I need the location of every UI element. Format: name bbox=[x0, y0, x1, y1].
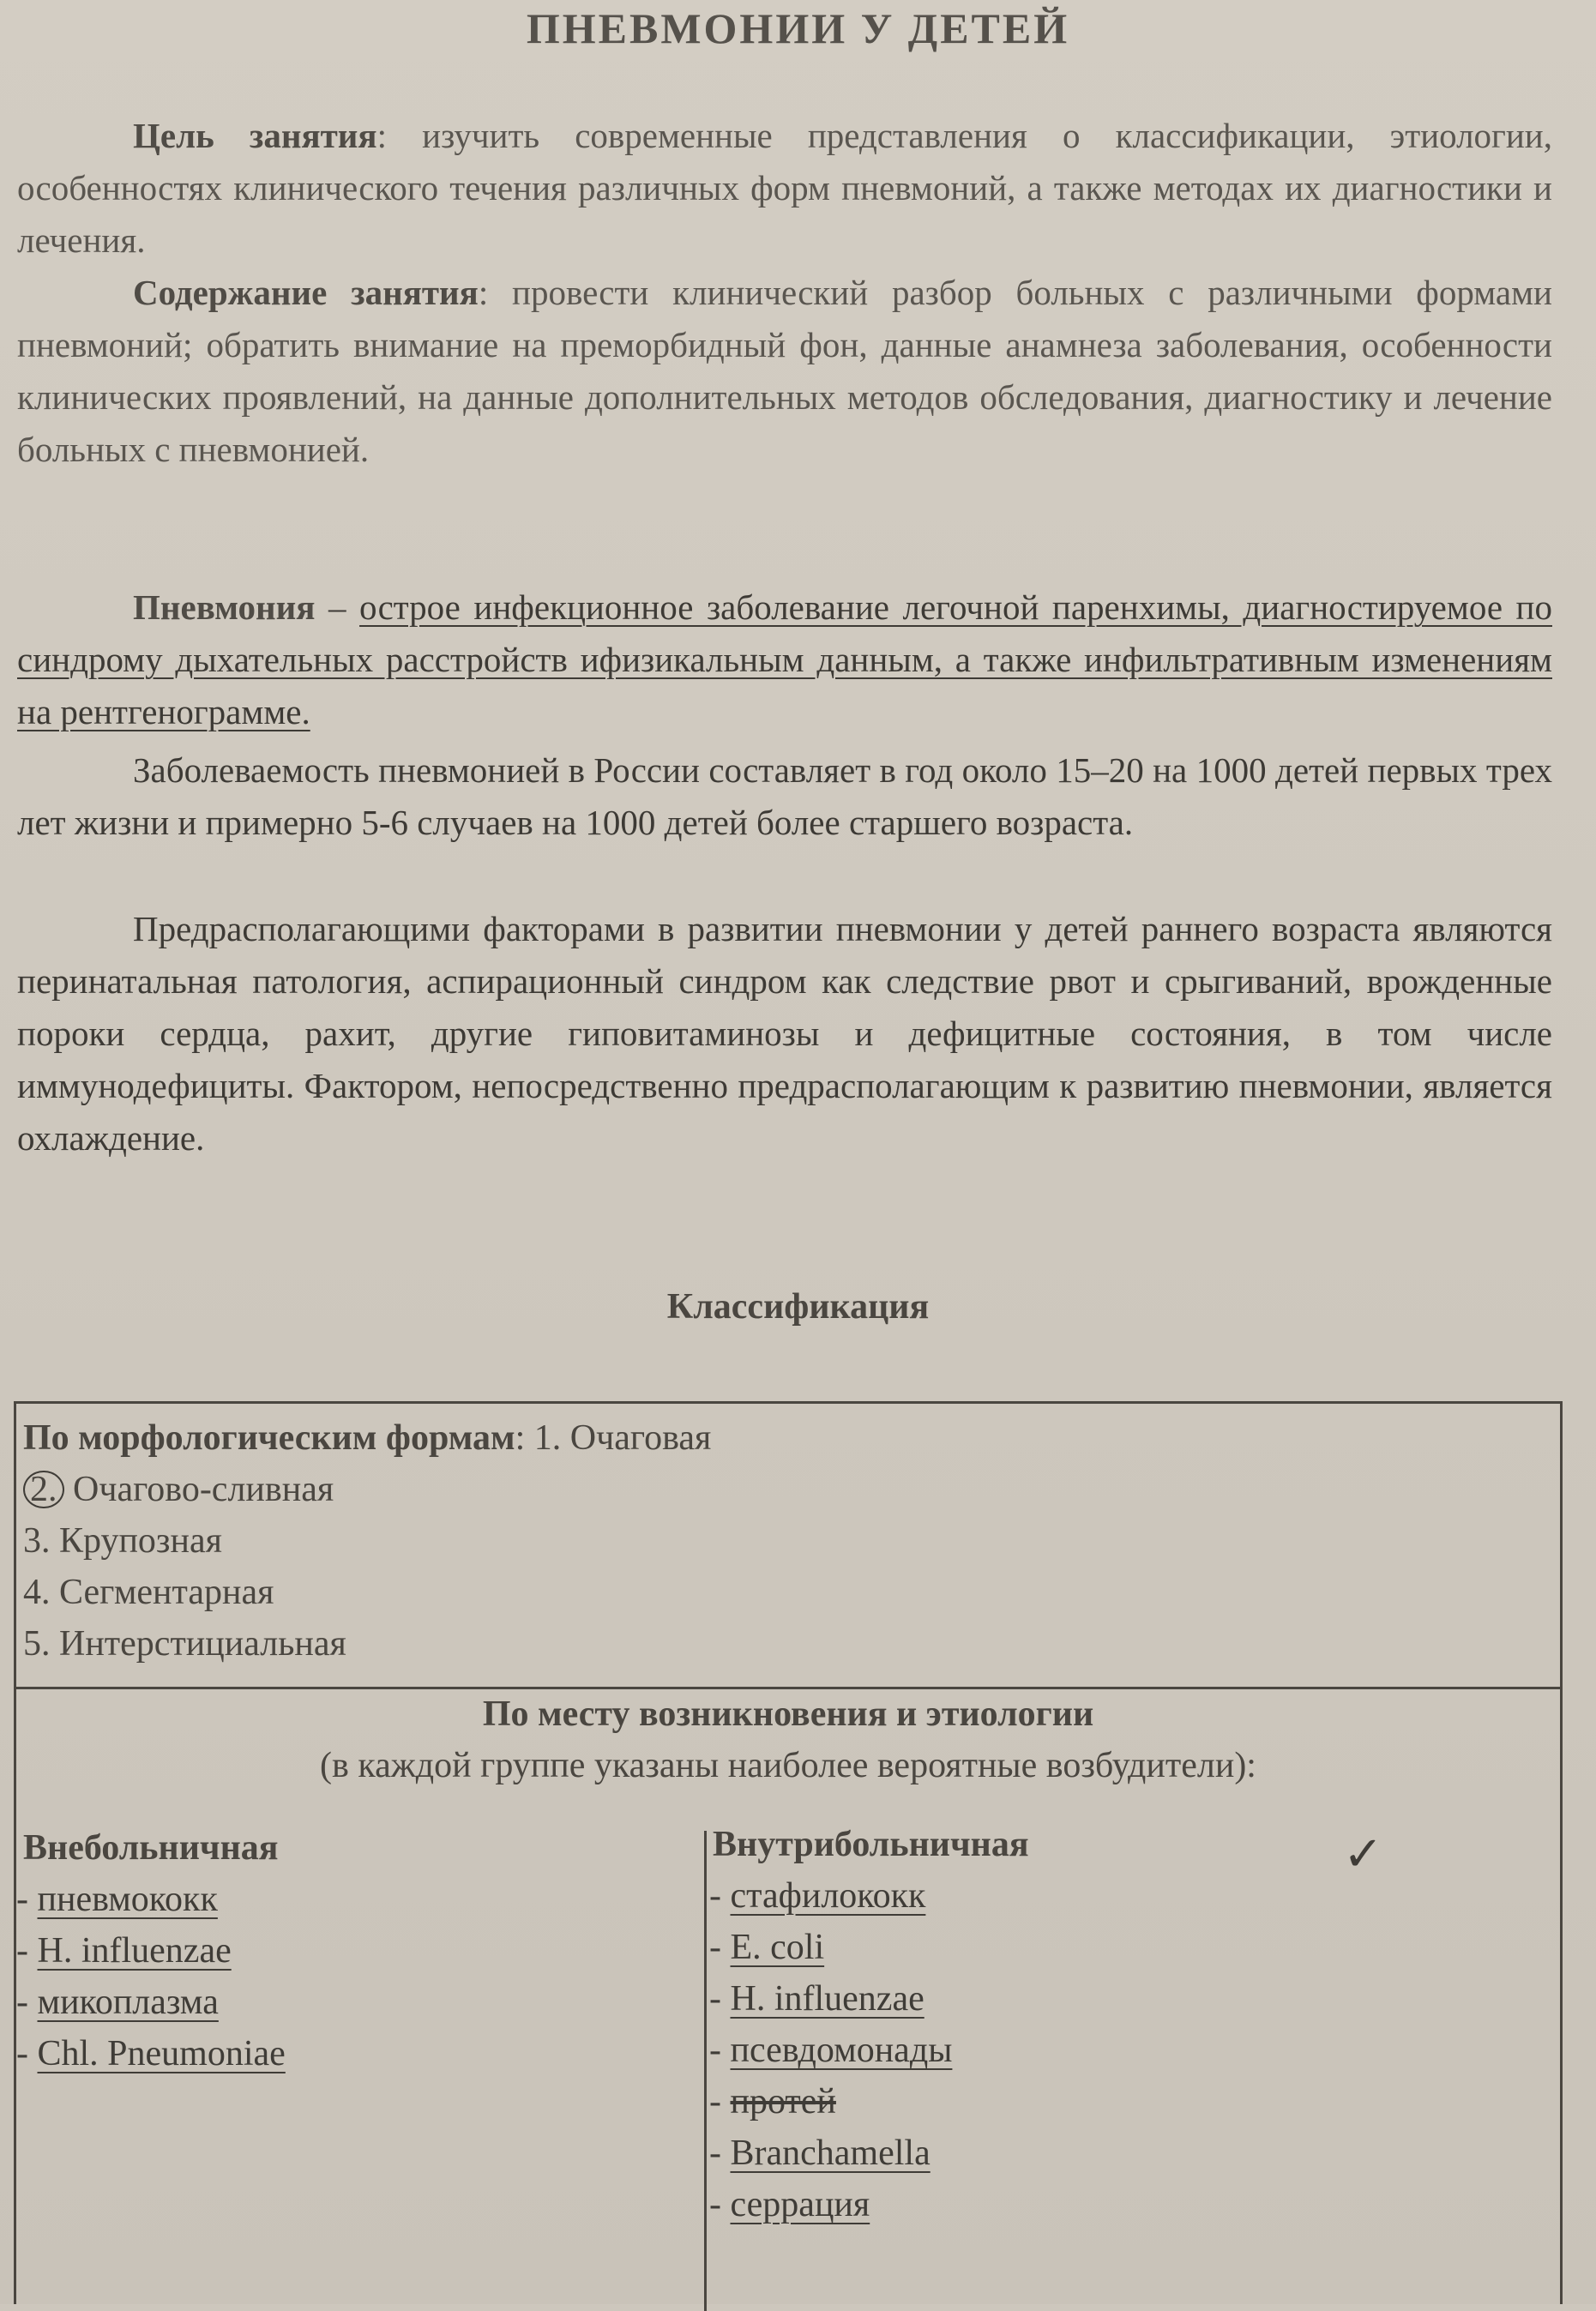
hospital-item: ‐ Branchamella bbox=[709, 2133, 930, 2173]
morph-line-2 bbox=[23, 1464, 334, 1515]
hospital-label: Внутрибольничная bbox=[713, 1825, 1029, 1864]
definition-dash: – bbox=[315, 587, 360, 627]
morph-row bbox=[16, 1404, 1560, 1689]
morph-item-4: 4. Сегментарная bbox=[23, 1573, 274, 1612]
incidence-paragraph bbox=[17, 744, 1552, 849]
classification-table bbox=[14, 1401, 1563, 2304]
goal-label: Цель занятия bbox=[133, 116, 377, 155]
hospital-item: ‐ E. coli bbox=[709, 1928, 825, 1967]
morph-item-5: 5. Интерстициальная bbox=[23, 1624, 346, 1664]
definition-paragraph bbox=[17, 581, 1552, 738]
community-item: ‐ Chl. Pneumoniae bbox=[16, 2034, 286, 2073]
column-divider bbox=[704, 1831, 707, 2311]
circled-number: 2. bbox=[23, 1471, 64, 1508]
classification-heading: Классификация bbox=[666, 1287, 930, 1327]
goal-text: : изучить современные представления о классификации, этиологии, особенностях клинического течения различных форм пневмоний, а также методах их диагностики и лечения. bbox=[17, 116, 1552, 260]
hospital-item: ‐ протей bbox=[709, 2082, 836, 2121]
definition-term: Пневмония bbox=[133, 587, 316, 627]
morph-label: По морфологическим формам bbox=[23, 1418, 515, 1458]
factors-paragraph bbox=[17, 903, 1552, 1165]
morph-first: : 1. Очаговая bbox=[515, 1418, 712, 1458]
morph-item-2: Очагово-сливная bbox=[73, 1470, 334, 1509]
community-item: ‐ микоплазма bbox=[16, 1983, 219, 2022]
content-paragraph bbox=[17, 267, 1552, 476]
definition-text: острое инфекционное заболевание легочной паренхимы, диагностируемое по синдрому дыхательных расстройств ифизикальным данным, а также инфильтративным изменениям на рентгенограмме. bbox=[17, 587, 1552, 731]
hospital-item: ‐ стафилококк bbox=[709, 1876, 926, 1916]
incidence-text: Заболеваемость пневмонией в России составляет в год около 15–20 на 1000 детей первых трех лет жизни и примерно 5-6 случаев на 1000 детей более старшего возраста. bbox=[17, 750, 1552, 842]
community-item: ‐ H. influenzae bbox=[16, 1931, 232, 1971]
hospital-item: ‐ серрация bbox=[709, 2185, 870, 2224]
hospital-item: ‐ H. influenzae bbox=[709, 1979, 924, 2019]
morph-line-1 bbox=[23, 1412, 711, 1464]
hospital-item: ‐ псевдомонады bbox=[709, 2031, 953, 2070]
page-title: ПНЕВМОНИИ У ДЕТЕЙ bbox=[526, 4, 1070, 52]
community-item: ‐ пневмококк bbox=[16, 1880, 218, 1919]
handwritten-check-icon: ✓ bbox=[1343, 1827, 1383, 1882]
goal-paragraph bbox=[17, 110, 1552, 267]
content-label: Содержание занятия bbox=[133, 273, 479, 312]
morph-item-3: 3. Крупозная bbox=[23, 1521, 222, 1561]
content-text: : провести клинический разбор больных с различными формами пневмоний; обратить внимание на преморбидный фон, данные анамнеза заболевания, особенности клинических проявлений, на данные дополнительных методов обследования, диагностику и лечение больных с пневмонией. bbox=[17, 273, 1552, 469]
community-label: Внебольничная bbox=[23, 1828, 279, 1868]
origin-heading: По месту возникновения и этиологии bbox=[482, 1694, 1094, 1734]
origin-subheading: (в каждой группе указаны наиболее вероятные возбудители): bbox=[320, 1746, 1256, 1785]
factors-text: Предрасполагающими факторами в развитии пневмонии у детей раннего возраста являются перинатальная патология, аспирационный синдром как следствие рвот и срыгиваний, врожденные пороки сердца, рахит, другие гиповитаминозы и дефицитные состояния, в том числе иммунодефициты. Фактором, непосредственно предрасполагающим к развитию пневмонии, является охлаждение. bbox=[17, 909, 1552, 1158]
